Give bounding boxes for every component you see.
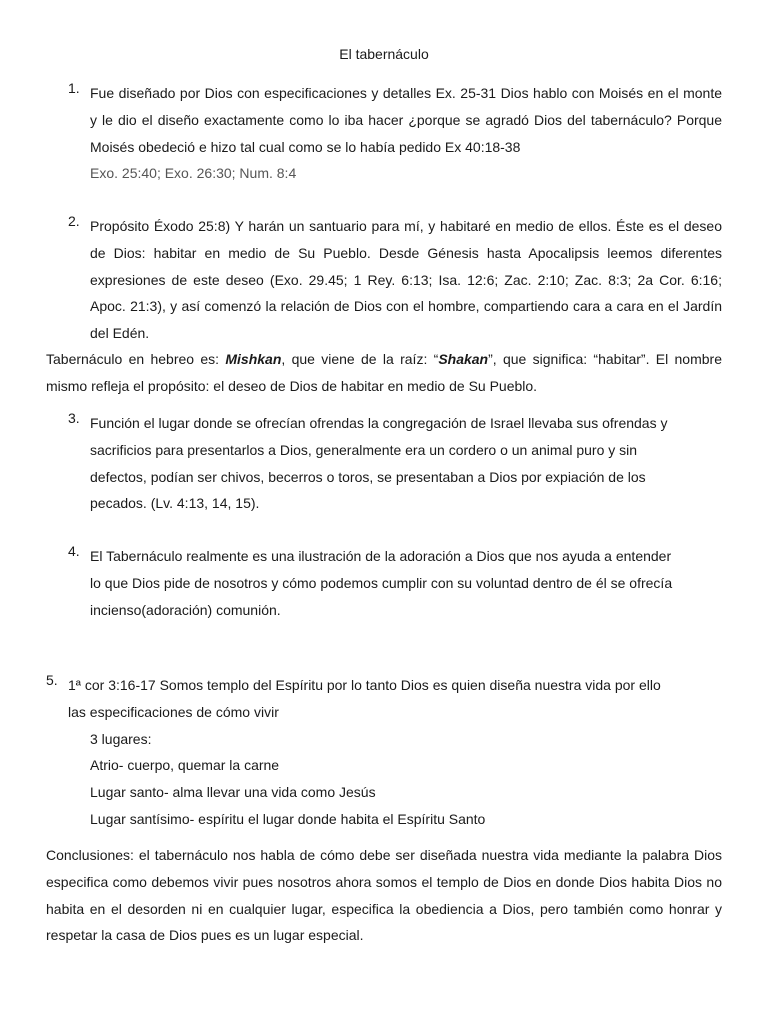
sub-list xyxy=(90,726,722,833)
item-text: Fue diseñado por Dios con especificaciones y detalles Ex. 25-31 Dios hablo con Moisés en el monte y le dio el diseño exactamente como lo iba hacer ¿porque se agradó Dios del tabernáculo? Porque Moisés obedeció e hizo tal cual como se lo había pedido Ex 40:18-38 xyxy=(90,85,722,155)
conclusions-paragraph xyxy=(46,842,722,949)
item-number: 1. xyxy=(68,80,80,96)
item-line: lo que Dios pide de nosotros y cómo podemos cumplir con su voluntad dentro de él se ofrecía xyxy=(90,574,673,591)
item-line: las especificaciones de cómo vivir xyxy=(68,703,279,720)
item-line: defectos, podían ser chivos, becerros o toros, se presentaban a Dios por expiación de los xyxy=(90,468,646,485)
list-item-5 xyxy=(46,672,722,833)
hebrew-paragraph xyxy=(46,346,722,400)
item-line: pecados. (Lv. 4:13, 14, 15). xyxy=(90,495,260,512)
sub-item: Atrio- cuerpo, quemar la carne xyxy=(90,757,280,774)
hebrew-word-shakan: Shakan xyxy=(438,351,489,367)
list-item-4 xyxy=(68,543,722,623)
conclusions-text: Conclusiones: el tabernáculo nos habla de cómo debe ser diseñada nuestra vida mediante la palabra Dios especifica como debemos vivir pues nosotros ahora somos el templo de Dios en donde Dios habita Dios no habita en el desorden ni en cualquier lugar, especifica la obediencia a Dios, pero también como honrar y respetar la casa de Dios pues es un lugar especial. xyxy=(46,847,722,944)
list-item-1 xyxy=(68,80,722,187)
item-line: incienso(adoración) comunión. xyxy=(90,601,281,618)
sub-item: Lugar santísimo- espíritu el lugar donde habita el Espíritu Santo xyxy=(90,810,486,827)
page-title: El tabernáculo xyxy=(339,46,429,62)
hebrew-text-after: ”, que significa: “habitar”. El nombre mismo refleja el propósito: el deseo de Dios de habitar en medio de Su Pueblo. xyxy=(46,351,722,394)
item-number: 2. xyxy=(68,213,80,229)
hebrew-text-before: Tabernáculo en hebreo es: xyxy=(46,351,226,367)
sub-item: Lugar santo- alma llevar una vida como Jesús xyxy=(90,784,376,801)
hebrew-text-middle: , que viene de la raíz: “ xyxy=(281,351,439,367)
list-item-2 xyxy=(68,213,722,347)
item-references: Exo. 25:40; Exo. 26:30; Num. 8:4 xyxy=(90,165,297,182)
item-line: sacrificios para presentarlos a Dios, generalmente era un cordero o un animal puro y sin xyxy=(90,441,638,458)
hebrew-word-mishkan: Mishkan xyxy=(225,351,282,367)
item-number: 4. xyxy=(68,543,80,559)
item-line: El Tabernáculo realmente es una ilustración de la adoración a Dios que nos ayuda a entender xyxy=(90,548,672,564)
item-text: Propósito Éxodo 25:8) Y harán un santuario para mí, y habitaré en medio de ellos. Éste es el deseo de Dios: habitar en medio de Su Pueblo. Desde Génesis hasta Apocalipsis leemos diferentes expresiones de este deseo (Exo. 29.45; 1 Rey. 6:13; Isa. 12:6; Zac. 2:10; Zac. 8:3; 2a Cor. 6:16; Apoc. 21:3), y así comenzó la relación de Dios con el hombre, compartiendo cara a cara en el Jardín del Edén. xyxy=(90,218,722,342)
list-item-3 xyxy=(68,410,722,517)
item-number: 5. xyxy=(46,672,58,688)
item-line: 1ª cor 3:16-17 Somos templo del Espíritu por lo tanto Dios es quien diseña nuestra vida por ello xyxy=(68,677,661,693)
item-line: Función el lugar donde se ofrecían ofrendas la congregación de Israel llevaba sus ofrendas y xyxy=(90,415,668,431)
sub-item: 3 lugares: xyxy=(90,730,152,747)
item-number: 3. xyxy=(68,410,80,426)
